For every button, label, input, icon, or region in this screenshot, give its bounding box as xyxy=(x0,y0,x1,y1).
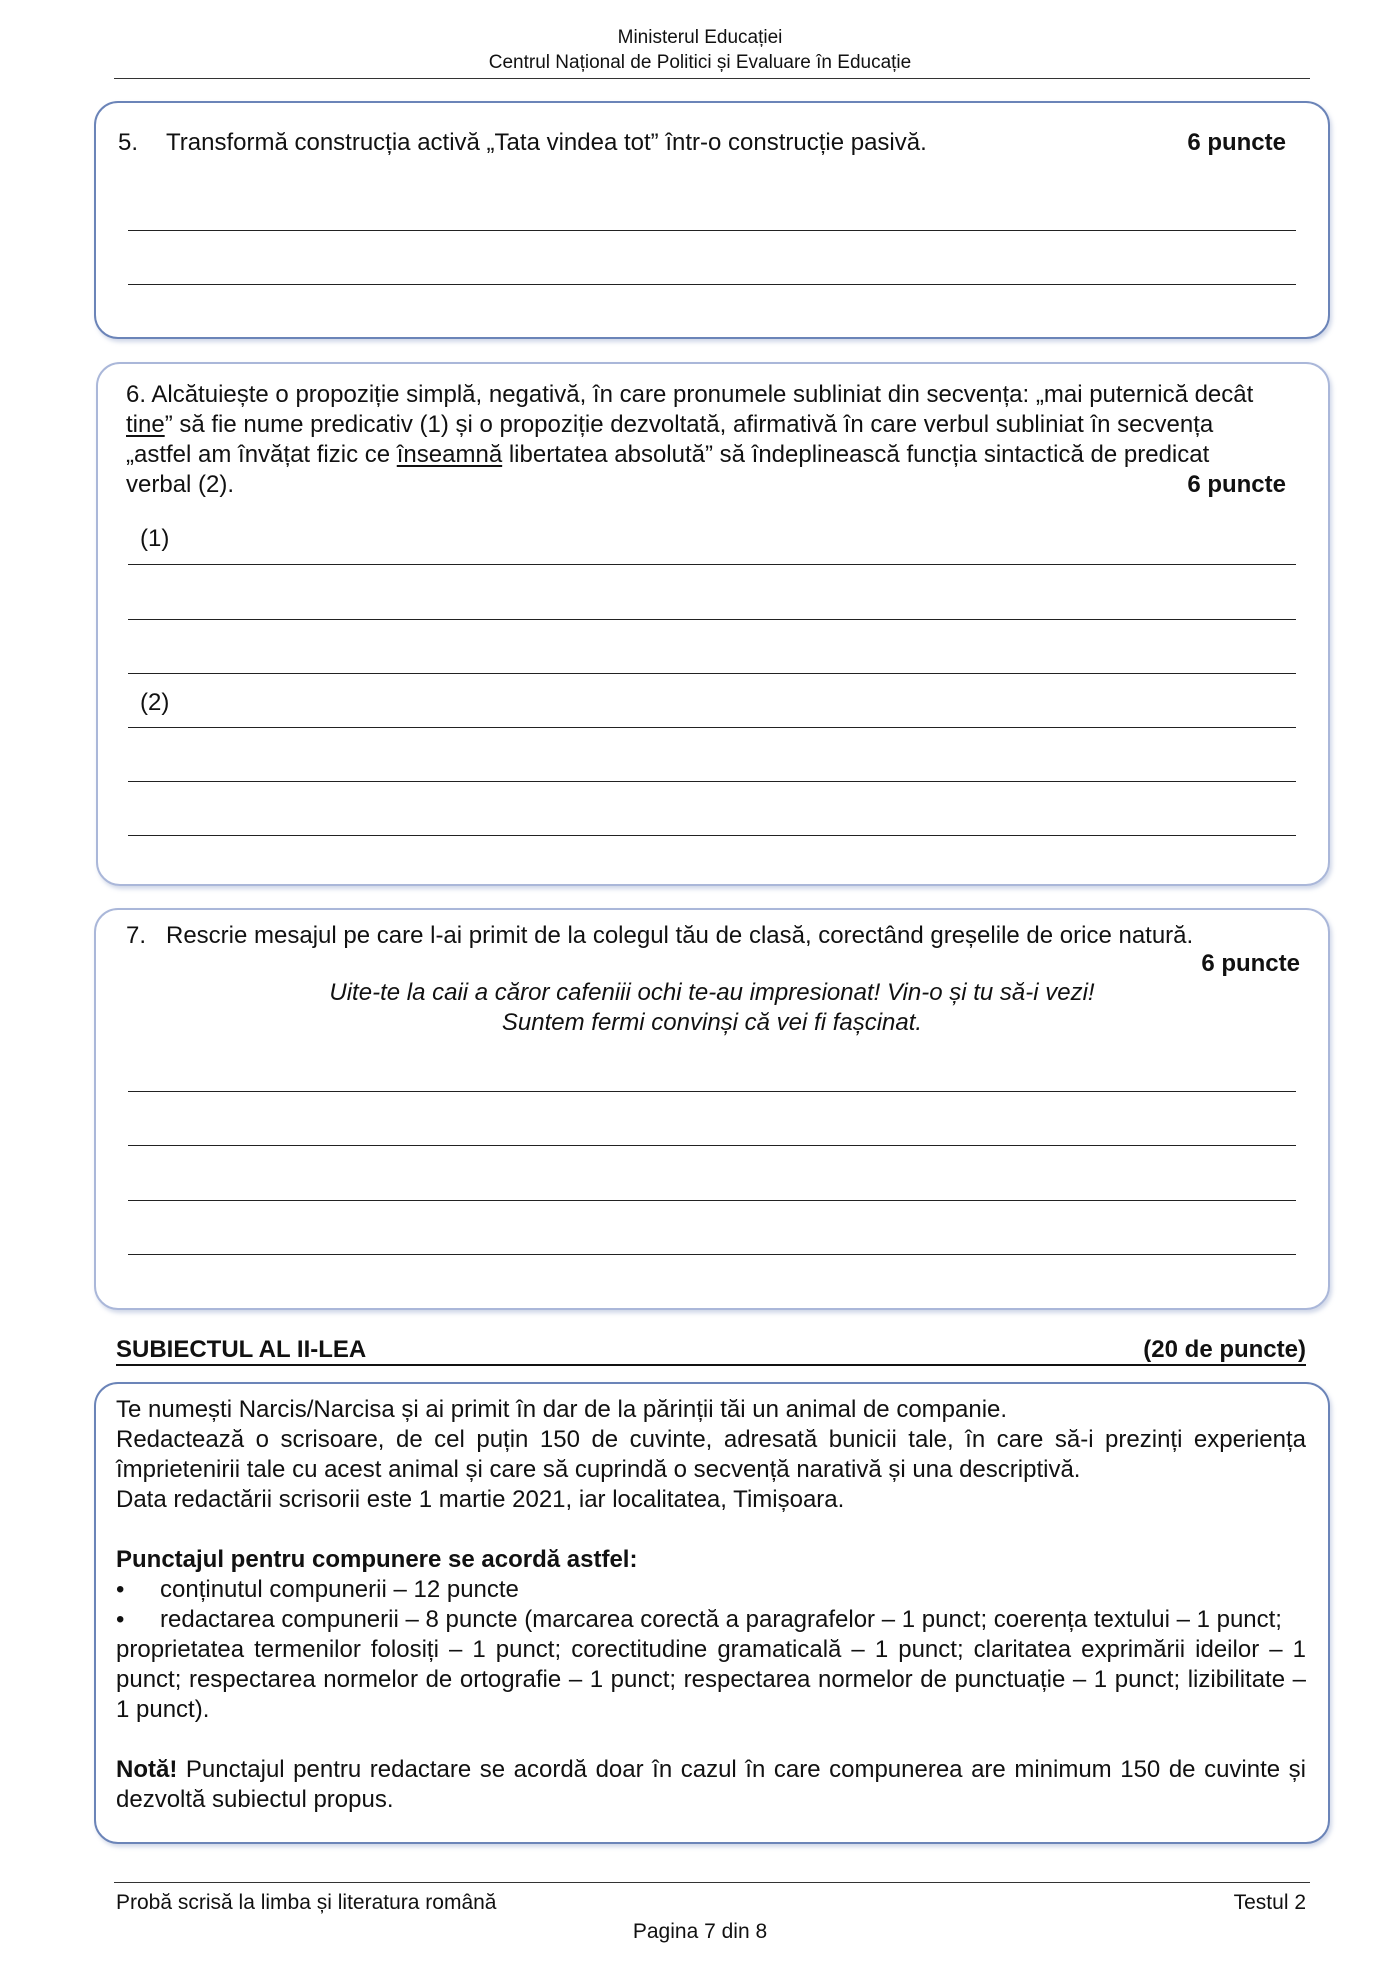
task-date-place: Data redactării scrisorii este 1 martie 2021, iar localitatea, Timișoara. xyxy=(116,1486,845,1513)
answer-line[interactable] xyxy=(128,673,1296,674)
question-6-text-d: libertatea absolută” să îndeplinească funcția sintactică de predicat xyxy=(508,441,1210,468)
question-6-text-a: Alcătuiește o propoziție simplă, negativă, în care pronumele subliniat din secvența: „mai puternică decât xyxy=(151,381,1254,408)
task-intro: Te numești Narcis/Narcisa și ai primit în dar de la părinții tăi un animal de companie. xyxy=(116,1396,1008,1423)
question-6-points: 6 puncte xyxy=(1187,471,1286,498)
header-rule xyxy=(114,78,1310,79)
question-7-number: 7. xyxy=(126,922,147,949)
question-7-points: 6 puncte xyxy=(1201,950,1300,977)
answer-line[interactable] xyxy=(128,1091,1296,1092)
underlined-pronoun: tine xyxy=(126,411,165,438)
question-6-text-c: „astfel am învățat fizic ce xyxy=(126,441,391,468)
question-6-text-e: verbal (2). xyxy=(126,471,235,498)
footer-rule xyxy=(114,1882,1310,1883)
footer-exam-name: Probă scrisă la limba și literatura română xyxy=(116,1891,497,1914)
task-instructions: Redactează o scrisoare, de cel puțin 150 de cuvinte, adresată bunicii tale, în care să-i prezinți experiența împrietenirii tale cu acest animal și care să cuprindă o secvență narativă și una descriptivă. xyxy=(116,1426,1306,1483)
answer-line[interactable] xyxy=(128,284,1296,285)
section-2-title: SUBIECTUL AL II-LEA xyxy=(116,1336,367,1363)
header-ministry: Ministerul Educației xyxy=(617,27,783,48)
section-2-content xyxy=(116,1395,1306,1815)
answer-line[interactable] xyxy=(128,1200,1296,1201)
answer-line[interactable] xyxy=(128,230,1296,231)
answer-line[interactable] xyxy=(128,835,1296,836)
answer-line[interactable] xyxy=(128,1145,1296,1146)
header-center: Centrul Național de Politici și Evaluare în Educație xyxy=(488,52,912,73)
footer-test-number: Testul 2 xyxy=(1233,1891,1306,1914)
note-label: Notă! xyxy=(116,1756,178,1783)
answer-line[interactable] xyxy=(128,1254,1296,1255)
note-text: Punctajul pentru redactare se acordă doar în cazul în care compunerea are minimum 150 de cuvinte și dezvoltă subiectul propus. xyxy=(116,1756,1306,1813)
message-line-1: Uite-te la caii a căror cafeniii ochi te-au impresionat! Vin-o și tu să-i vezi! xyxy=(329,979,1095,1006)
question-6-text xyxy=(126,380,1286,500)
question-7-text: Rescrie mesajul pe care l-ai primit de la colegul tău de clasă, corectând greșelile de orice natură. xyxy=(166,922,1194,949)
scoring-bullet-2: • redactarea compunerii – 8 puncte (marcarea corectă a paragrafelor – 1 punct; coerența textului – 1 punct; xyxy=(116,1606,1282,1633)
answer-line[interactable] xyxy=(128,781,1296,782)
answer-label-1: (1) xyxy=(140,525,170,552)
underlined-verb: înseamnă xyxy=(396,441,503,468)
section-2-points: (20 de puncte) xyxy=(1143,1336,1306,1363)
answer-line[interactable] xyxy=(128,727,1296,728)
scoring-bullet-1: • conținutul compunerii – 12 puncte xyxy=(116,1576,519,1603)
question-5-number: 5. xyxy=(118,129,139,156)
section-2-underline xyxy=(116,1364,1306,1366)
footer-page-number: Pagina 7 din 8 xyxy=(632,1920,768,1943)
question-5-points: 6 puncte xyxy=(1187,129,1286,156)
question-6-number: 6. xyxy=(126,381,147,408)
answer-line[interactable] xyxy=(128,564,1296,565)
answer-line[interactable] xyxy=(128,619,1296,620)
message-line-2: Suntem fermi convinși că vei fi fașcinat. xyxy=(501,1009,923,1036)
question-6-text-b: ” să fie nume predicativ (1) și o propoziție dezvoltată, afirmativă în care verbul subliniat în secvența xyxy=(164,411,1214,438)
note xyxy=(116,1755,1306,1815)
scoring-bullet-2-continued: proprietatea termenilor folosiți – 1 punct; corectitudine gramaticală – 1 punct; claritatea exprimării ideilor – 1 punct; respectarea normelor de ortografie – 1 punct; respectarea normelor de punctuație – 1 punct; lizibilitate – 1 punct). xyxy=(116,1636,1306,1723)
scoring-title: Punctajul pentru compunere se acordă astfel: xyxy=(116,1546,638,1573)
answer-label-2: (2) xyxy=(140,689,170,716)
question-5-text: Transformă construcția activă „Tata vindea tot” într-o construcție pasivă. xyxy=(166,129,927,156)
